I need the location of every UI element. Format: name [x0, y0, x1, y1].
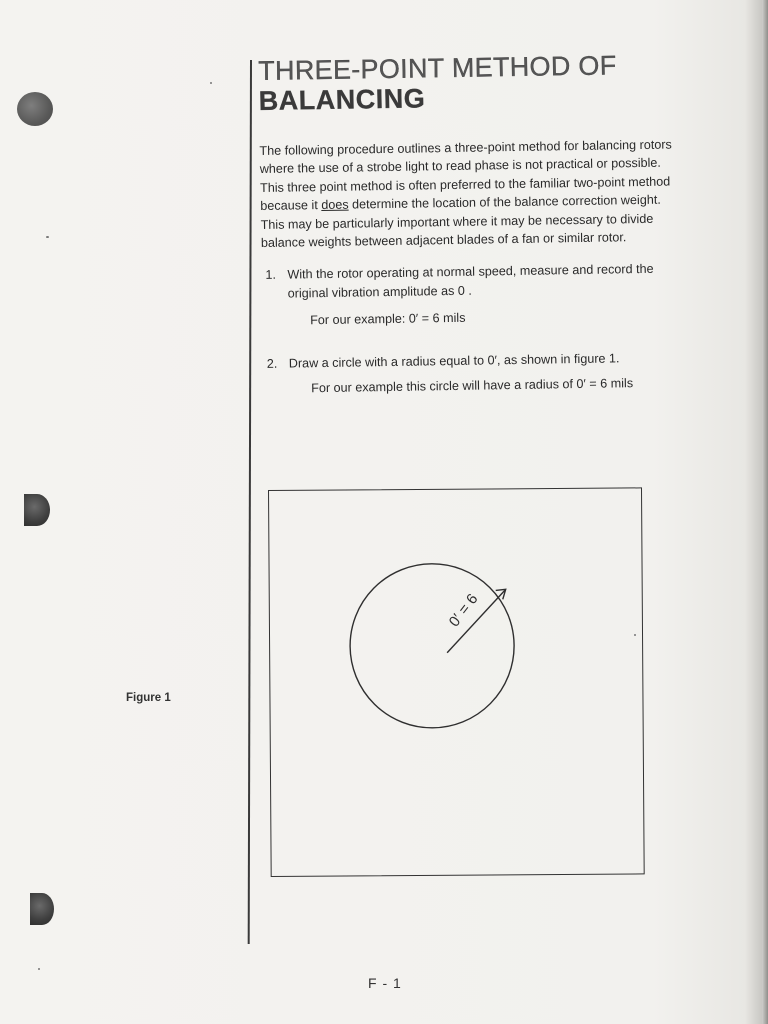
binder-hole-middle: [24, 494, 50, 526]
title-line-1: THREE-POINT METHOD OF: [258, 50, 617, 86]
vibration-circle: [350, 563, 515, 728]
step-2-number: 2.: [266, 356, 278, 371]
figure-1-frame: [268, 487, 645, 877]
intro-paragraph: [259, 135, 681, 252]
step-2: [263, 348, 699, 373]
page-edge-shadow: [762, 0, 768, 1024]
page-title: [258, 49, 699, 116]
figure-1-diagram: [269, 488, 644, 876]
scan-speck: [46, 236, 49, 238]
scan-speck: [38, 968, 40, 970]
step-1-text: With the rotor operating at normal speed, measure and record the original vibration amplitude as 0 .: [287, 262, 654, 301]
step-1-example: For our example: 0′ = 6 mils: [310, 311, 466, 328]
binder-hole-top: [17, 92, 53, 126]
binder-hole-bottom: [30, 893, 54, 925]
step-1-number: 1.: [265, 268, 277, 283]
scan-speck: [210, 82, 212, 84]
title-line-2: BALANCING: [258, 83, 426, 116]
step-1: [261, 260, 698, 304]
step-2-example: For our example this circle will have a radius of 0′ = 6 mils: [311, 376, 634, 396]
intro-underlined-word: does: [321, 197, 349, 213]
page-number: F - 1: [368, 975, 402, 991]
step-2-text: Draw a circle with a radius equal to 0′, as shown in figure 1.: [288, 351, 620, 371]
intro-text-a: The following procedure outlines a three-point method for balancing rotors where the use of a strobe light to read phase is not practical or possible. This three point method is often preferred to the familiar two-point method because it: [259, 137, 672, 214]
main-content: [258, 49, 703, 398]
figure-caption: Figure 1: [126, 692, 171, 704]
intro-text-b: determine the location of the balance correction weight. This may be particularly important where it may be necessary to divide balance weights between adjacent blades of a fan or similar rotor.: [260, 192, 661, 251]
radius-label: 0′ = 6: [445, 590, 482, 631]
margin-rule: [248, 60, 252, 944]
